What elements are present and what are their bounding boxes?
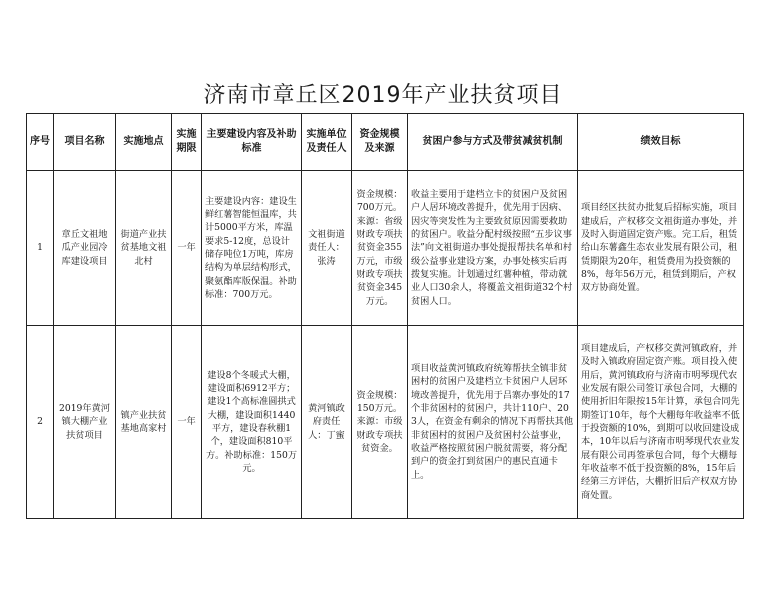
cell-unit: 黄河镇政府责任人：丁蜜 bbox=[302, 326, 352, 519]
cell-mechanism: 收益主要用于建档立卡的贫困户及贫困户人居环境改善提升，优先用于因病、因灾等突发性为主要致贫原因需要救助的贫困户。收益分配村级按照“五步议事法”向文祖街道办事处提报帮扶名单和村级公益事业建设方案，办事处核实后再拨复实施。计划通过红薯种植，带动就业人口30余人，将覆盖文祖街道32个村贫困人口。 bbox=[408, 171, 578, 326]
cell-name: 章丘文祖地瓜产业园冷库建设项目 bbox=[54, 171, 116, 326]
header-period: 实施期限 bbox=[172, 114, 202, 171]
header-no: 序号 bbox=[27, 114, 54, 171]
header-unit: 实施单位及责任人 bbox=[302, 114, 352, 171]
cell-no: 1 bbox=[27, 171, 54, 326]
table-row bbox=[27, 326, 744, 519]
cell-location: 街道产业扶贫基地文祖北村 bbox=[116, 171, 172, 326]
header-funds: 资金规模及来源 bbox=[352, 114, 408, 171]
project-table bbox=[26, 113, 744, 519]
header-location: 实施地点 bbox=[116, 114, 172, 171]
cell-unit: 文祖街道责任人：张涛 bbox=[302, 171, 352, 326]
cell-goal: 项目经区扶贫办批复后招标实施，项目建成后，产权移交文祖街道办事处，并及时入街道固定资产账。完工后，租赁给山东薯鑫生态农业发展有限公司，租赁期限为20年，租赁费用为投资额的8%，每年56万元，租赁到期后，产权双方协商处置。 bbox=[578, 171, 744, 326]
cell-goal: 项目建成后，产权移交黄河镇政府，并及时入镇政府固定资产账。项目投入使用后，黄河镇政府与济南市明琴现代农业发展有限公司签订承包合同，大棚的使用折旧年限按15年计算，承包合同先期签订10年，每个大棚每年收益率不低于投资额的10%，到期可以收回建设成本，10年以后与济南市明琴现代农业发展有限公司再签承包合同，每个大棚每年收益率不低于投资额的8%，15年后经第三方评估，大棚折旧后产权双方协商处置。 bbox=[578, 326, 744, 519]
header-goal: 绩效目标 bbox=[578, 114, 744, 171]
cell-mechanism: 项目收益黄河镇政府统筹帮扶全镇非贫困村的贫困户及建档立卡贫困户人居环境改善提升，优先用于吕寨办事处的17个非贫困村的贫困户，共计110户、203人，在资金有剩余的情况下再帮扶其他非贫困村的贫困户及贫困村公益事业，收益严格按照贫困户脱贫需要，将分配到户的资金打到贫困户的惠民直通卡上。 bbox=[408, 326, 578, 519]
cell-location: 镇产业扶贫基地高家村 bbox=[116, 326, 172, 519]
header-name: 项目名称 bbox=[54, 114, 116, 171]
cell-no: 2 bbox=[27, 326, 54, 519]
document-title: 济南市章丘区2019年产业扶贫项目 bbox=[203, 83, 563, 108]
cell-period: 一年 bbox=[172, 171, 202, 326]
cell-funds: 资金规模：700万元。来源：省级财政专项扶贫资金355万元，市级财政专项扶贫资金345万元。 bbox=[352, 171, 408, 326]
header-mechanism: 贫困户参与方式及带贫减贫机制 bbox=[408, 114, 578, 171]
header-row bbox=[27, 114, 744, 171]
cell-funds: 资金规模：150万元。来源：市级财政专项扶贫资金。 bbox=[352, 326, 408, 519]
cell-period: 一年 bbox=[172, 326, 202, 519]
cell-name: 2019年黄河镇大棚产业扶贫项目 bbox=[54, 326, 116, 519]
header-content: 主要建设内容及补助标准 bbox=[202, 114, 302, 171]
cell-content: 主要建设内容：建设生鲜红薯智能恒温库，共计5000平方米，库温要求5-12度，总设计储存吨位1万吨，库房结构为单层结构形式，聚氨酯库版保温。补助标准：700万元。 bbox=[202, 171, 302, 326]
cell-content: 建设8个冬暖式大棚，建设面积6912平方；建设1个高标准圆拱式大棚，建设面积1440平方，建设春秋棚1个，建设面积810平方。补助标准：150万元。 bbox=[202, 326, 302, 519]
table-row bbox=[27, 171, 744, 326]
